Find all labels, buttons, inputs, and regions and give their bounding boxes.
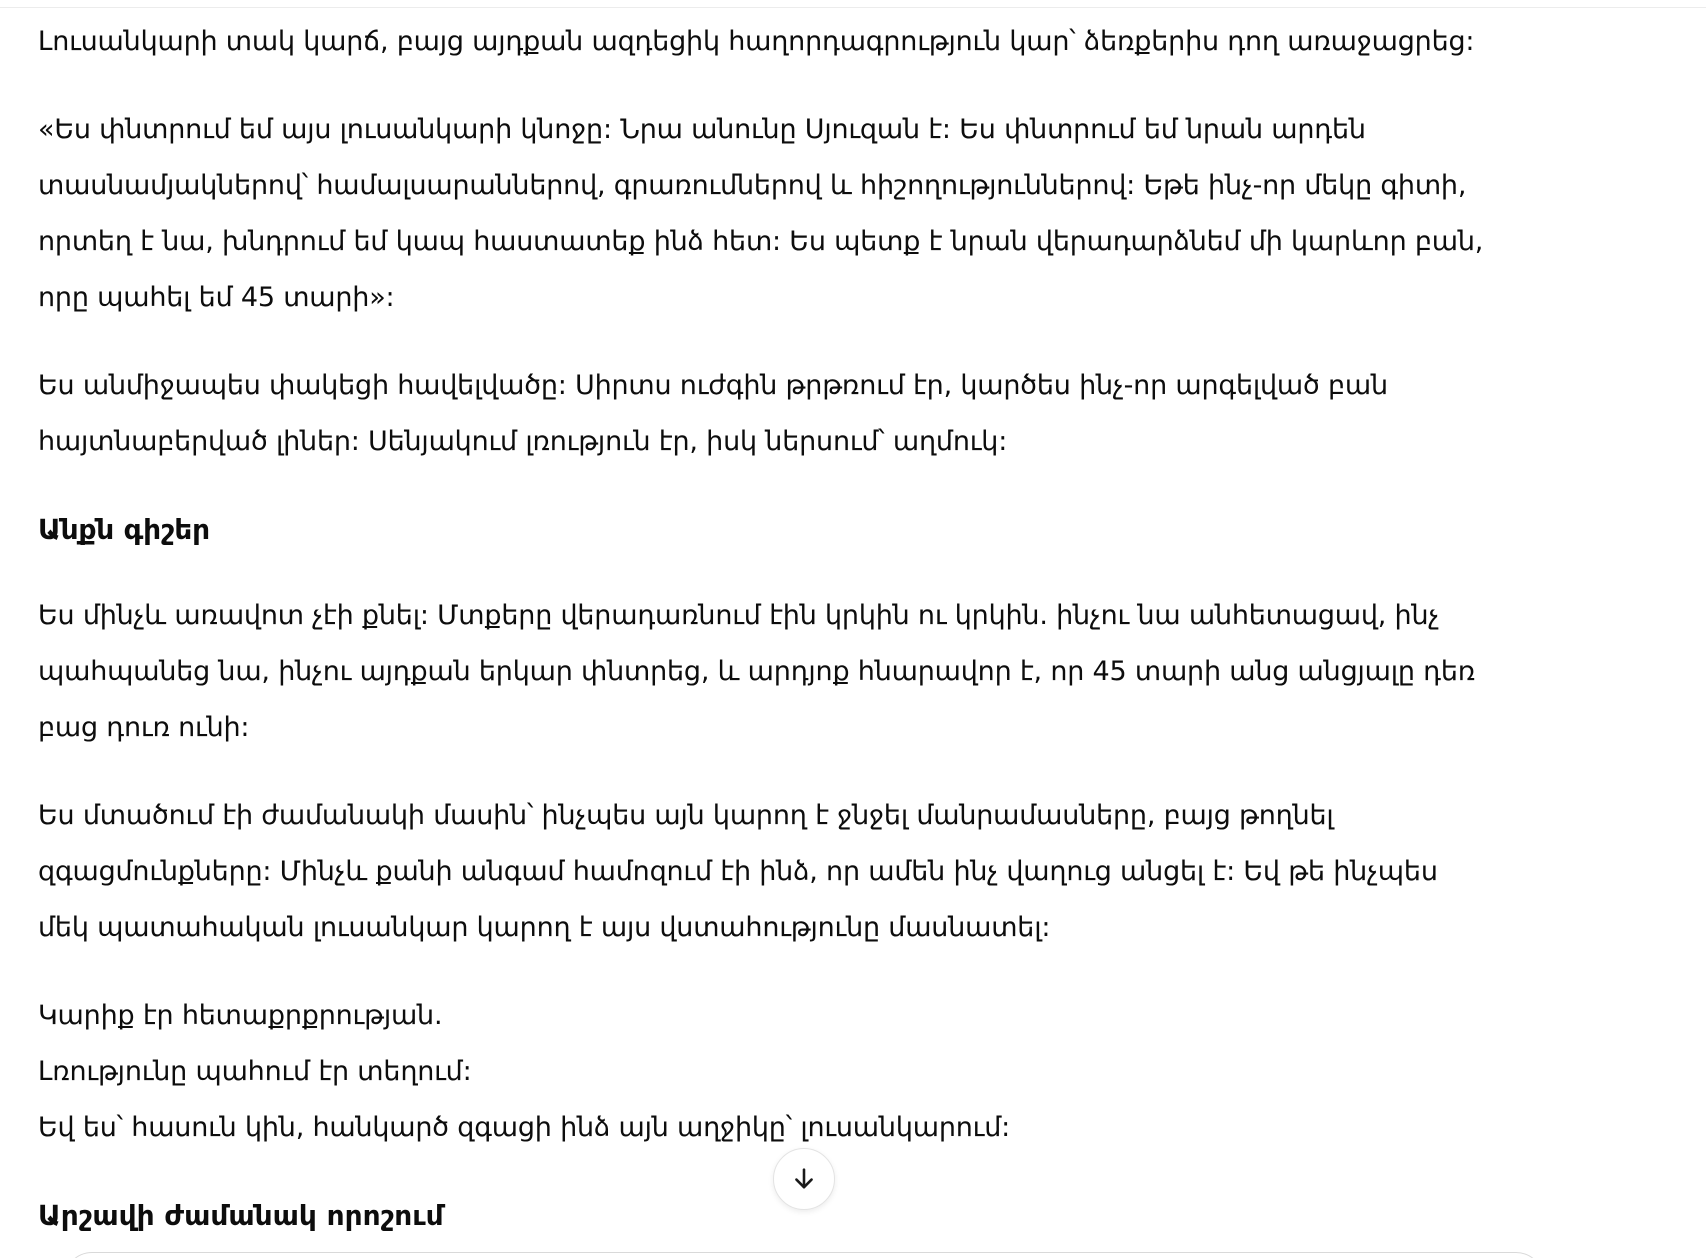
paragraph-closed-app: Ես անմիջապես փակեցի հավելվածը: Սիրտս ուժգին թրթռում էր, կարծես ինչ-որ արգելված բան հայտնաբերված լիներ: Սենյակում լռություն էր, իսկ ներսում՝ աղմուկ: [38, 370, 1388, 457]
message-content [38, 14, 1598, 1188]
section-heading: Անքն գիշեր [38, 513, 210, 546]
section-heading-bottom: Արշավի ժամանակ որոշում [38, 1199, 444, 1232]
scroll-to-bottom-button[interactable] [773, 1148, 835, 1210]
top-divider [0, 0, 1706, 8]
paragraph-curiosity: Կարիք էր հետաքրքրության. Լռությունը պահում էր տեղում: Եվ ես՝ հասուն կին, հանկարծ զգացի ինձ այն աղջիկը՝ լուսանկարում: [38, 1000, 1011, 1143]
paragraph-sleepless: Ես մինչև առավոտ չէի քնել: Մտքերը վերադառնում էին կրկին ու կրկին. ինչու նա անհետացավ, ինչ պահպանեց նա, ինչու այդքան երկար փնտրեց, և արդյոք հնարավոր է, որ 45 տարի անց անցյալը դեռ բաց դուռ ունի: [38, 600, 1476, 743]
arrow-down-icon [790, 1165, 818, 1193]
paragraph-time: Ես մտածում էի ժամանակի մասին՝ ինչպես այն կարող է ջնջել մանրամասները, բայց թողնել զգացմունքները: Մինչև քանի անգամ համոզում էի ինձ, որ ամեն ինչ վաղուց անցել է: Եվ թե ինչպես մեկ պատահական լուսանկար կարող է այս վստահությունը մասնատել: [38, 800, 1438, 943]
message-composer[interactable] [64, 1252, 1544, 1258]
paragraph-photo-caption: Լուսանկարի տակ կարճ, բայց այդքան ազդեցիկ հաղորդագրություն կար՝ ձեռքերիս դող առաջացրեց: [38, 26, 1475, 57]
paragraph-quote: «Ես փնտրում եմ այս լուսանկարի կնոջը: Նրա անունը Սյուզան է: Ես փնտրում եմ նրան արդեն տասնամյակներով՝ համալսարաններով, գրառումներով և հիշողություններով: Եթե ինչ-որ մեկը գիտի, որտեղ է նա, խնդրում եմ կապ հաստատեք ինձ հետ: Ես պետք է նրան վերադարձնեմ մի կարևոր բան, որը պահել եմ 45 տարի»: [38, 114, 1484, 313]
